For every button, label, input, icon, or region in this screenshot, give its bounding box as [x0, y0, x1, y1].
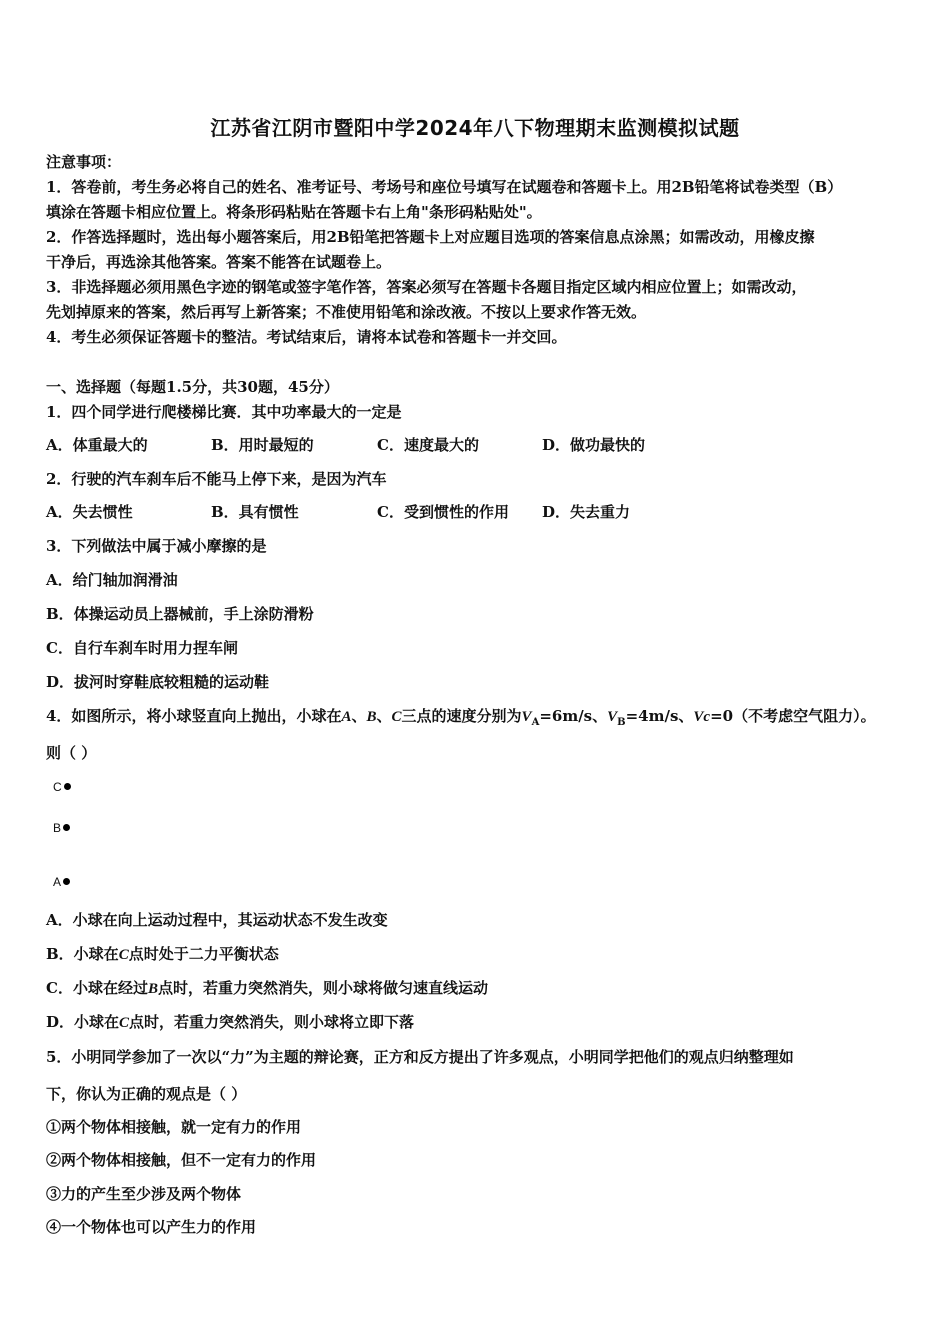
question-2-stem: 2．行驶的汽车刹车后不能马上停下来，是因为汽车	[46, 470, 387, 488]
velocity-a-symbol: V	[521, 709, 532, 725]
q5-statement: ②两个物体相接触，但不一定有力的作用	[46, 1151, 317, 1169]
figure-point-c: C	[53, 780, 71, 794]
q4-option-c: C．小球在经过B点时，若重力突然消失，则小球将做匀速直线运动	[46, 979, 488, 997]
q5-statement: ③力的产生至少涉及两个物体	[46, 1185, 242, 1203]
point-b-label: B	[366, 709, 377, 725]
notice-line: 3．非选择题必须用黑色字迹的钢笔或签字笔作答，答案必须写在答题卡各题目指定区域内相应位置上；如需改动，	[46, 278, 807, 296]
question-3-stem: 3．下列做法中属于减小摩擦的是	[46, 537, 267, 555]
velocity-b-subscript: B	[617, 717, 626, 728]
ball-dot-icon	[63, 824, 70, 831]
velocity-b-value: =4m/s、	[625, 707, 694, 725]
page-title: 江苏省江阴市暨阳中学2024年八下物理期末监测模拟试题	[210, 116, 740, 140]
q5-statement: ④一个物体也可以产生力的作用	[46, 1218, 257, 1236]
notice-line: 1．答卷前，考生务必将自己的姓名、准考证号、考场号和座位号填写在试题卷和答题卡上。用2B铅笔将试卷类型（B）	[46, 178, 843, 196]
ball-dot-icon	[63, 878, 70, 885]
notice-line: 2．作答选择题时，选出每小题答案后，用2B铅笔把答题卡上对应题目选项的答案信息点涂黑；如需改动，用橡皮擦	[46, 228, 815, 246]
point-a-label: A	[341, 709, 352, 725]
point-c-label: C	[391, 709, 402, 725]
ball-dot-icon	[64, 783, 71, 790]
question-1-stem: 1．四个同学进行爬楼梯比赛．其中功率最大的一定是	[46, 403, 402, 421]
notice-line: 干净后，再选涂其他答案。答案不能答在试题卷上。	[46, 253, 392, 271]
q4-option-d: D．小球在C点时，若重力突然消失，则小球将立即下落	[46, 1013, 415, 1031]
q3-option-b: B．体操运动员上器械前，手上涂防滑粉	[46, 605, 314, 623]
velocity-c-symbol: Vc	[693, 709, 711, 725]
q4-separator: 、	[351, 707, 367, 725]
q1-option-d: D．做功最快的	[542, 436, 646, 454]
q1-option-c: C．速度最大的	[377, 436, 479, 454]
q2-option-d: D．失去重力	[542, 503, 631, 521]
section-heading: 一、选择题（每题1.5分，共30题，45分）	[46, 378, 339, 396]
figure-point-b: B	[53, 821, 70, 835]
q3-option-c: C．自行车刹车时用力捏车闸	[46, 639, 238, 657]
question-5-stem-cont: 下，你认为正确的观点是（ ）	[46, 1085, 247, 1103]
question-4-stem	[46, 706, 876, 733]
q2-option-c: C．受到惯性的作用	[377, 503, 509, 521]
q4-stem-text: 4．如图所示，将小球竖直向上抛出，小球在	[46, 707, 342, 725]
q4-separator: 、	[376, 707, 392, 725]
question-5-stem: 5．小明同学参加了一次以“力”为主题的辩论赛，正方和反方提出了许多观点，小明同学把他们的观点归纳整理如	[46, 1048, 794, 1066]
q4-stem-text: 三点的速度分别为	[401, 707, 522, 725]
notice-line: 填涂在答题卡相应位置上。将条形码粘贴在答题卡右上角"条形码粘贴处"。	[46, 203, 542, 221]
figure-point-a: A	[53, 875, 70, 889]
question-4-stem-cont: 则（ ）	[46, 744, 97, 762]
notice-line: 先划掉原来的答案，然后再写上新答案；不准使用铅笔和涂改液。不按以上要求作答无效。	[46, 303, 647, 321]
velocity-b-symbol: V	[607, 709, 618, 725]
q3-option-a: A．给门轴加润滑油	[46, 571, 178, 589]
velocity-c-value: =0（不考虑空气阻力）。	[710, 707, 876, 725]
q3-option-d: D．拔河时穿鞋底较粗糙的运动鞋	[46, 673, 270, 691]
ball-trajectory-figure	[50, 770, 110, 900]
q4-option-b: B．小球在C点时处于二力平衡状态	[46, 945, 279, 963]
q2-option-a: A．失去惯性	[46, 503, 133, 521]
notice-heading: 注意事项：	[46, 153, 122, 171]
q2-option-b: B．具有惯性	[211, 503, 299, 521]
velocity-a-value: =6m/s、	[539, 707, 608, 725]
q5-statement: ①两个物体相接触，就一定有力的作用	[46, 1118, 302, 1136]
q1-option-b: B．用时最短的	[211, 436, 314, 454]
notice-line: 4．考生必须保证答题卡的整洁。考试结束后，请将本试卷和答题卡一并交回。	[46, 328, 567, 346]
q4-option-a: A．小球在向上运动过程中，其运动状态不发生改变	[46, 911, 388, 929]
velocity-a-subscript: A	[531, 717, 540, 728]
q1-option-a: A．体重最大的	[46, 436, 148, 454]
